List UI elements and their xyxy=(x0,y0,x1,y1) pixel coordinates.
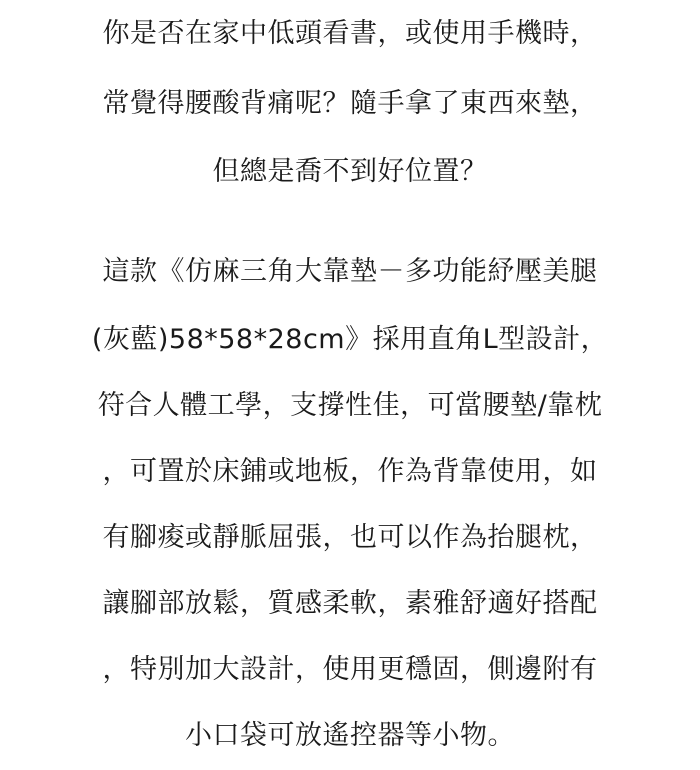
description-line-6: 讓腳部放鬆，質感柔軟，素雅舒適好搭配 xyxy=(102,588,598,619)
description-line-5: 有腳痠或靜脈屈張，也可以作為抬腿枕， xyxy=(102,522,598,553)
description-line-2: (灰藍)58*58*28cm》採用直角L型設計， xyxy=(91,324,609,355)
description-line-8: 小口袋可放遙控器等小物。 xyxy=(185,720,515,751)
intro-line-2: 常覺得腰酸背痛呢？隨手拿了東西來墊， xyxy=(102,88,598,119)
description-line-3: 符合人體工學，支撐性佳，可當腰墊/靠枕 xyxy=(97,390,603,421)
description-line-7: ，特別加大設計，使用更穩固，側邊附有 xyxy=(102,654,598,685)
description-line-4: ，可置於床鋪或地板，作為背靠使用，如 xyxy=(102,456,598,487)
intro-line-3: 但總是喬不到好位置？ xyxy=(212,156,488,187)
description-line-1: 這款《仿麻三角大靠墊－多功能紓壓美腿 xyxy=(102,256,598,287)
intro-line-1: 你是否在家中低頭看書，或使用手機時， xyxy=(102,18,598,49)
